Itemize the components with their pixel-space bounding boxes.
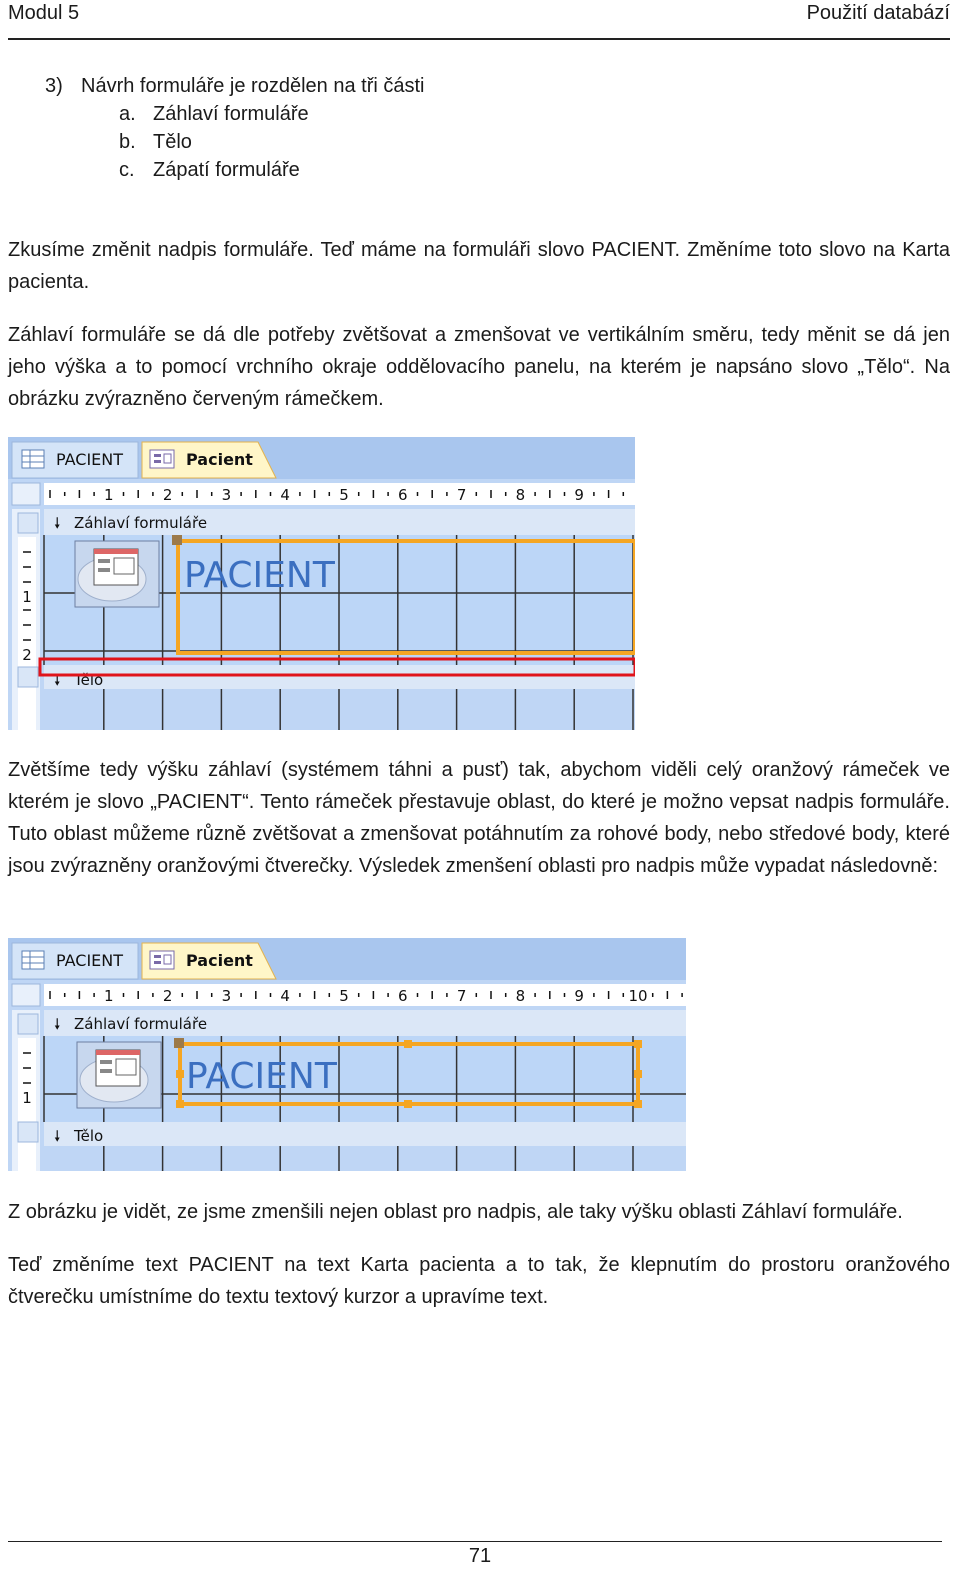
section-bar-header[interactable]: 🠗: [54, 514, 61, 532]
form-title-label[interactable]: PACIENT: [186, 1056, 337, 1097]
form-logo-icon: [77, 1042, 161, 1108]
ruler-label: 9: [574, 987, 584, 1005]
ruler-label: 6: [398, 987, 408, 1005]
ruler-label: 7: [456, 486, 467, 504]
page-number: 71: [468, 1545, 492, 1567]
list-item: b. Tělo: [119, 131, 192, 153]
form-parts-list: [45, 72, 424, 184]
ruler-label: 8: [515, 987, 526, 1005]
header-module: Modul 5: [8, 2, 80, 24]
section-body-label: Tělo: [74, 671, 104, 689]
paragraph-edit-text: Teď změníme text PACIENT na text Karta pacienta a to tak, že klepnutím do prostoru oranžového čtverečku umístníme do textu textový kurzor a upravíme text.: [8, 1254, 950, 1308]
header-rule: [8, 38, 950, 40]
vruler-label: 2: [22, 646, 32, 664]
section-header-label: Záhlaví formuláře: [74, 514, 208, 532]
ruler-label: 8: [515, 486, 526, 504]
screenshot-form-design-2: [8, 938, 686, 1171]
ruler-label: 9: [574, 486, 584, 504]
svg-text:🠗: 🠗: [54, 671, 61, 689]
svg-text:🠗: 🠗: [54, 1127, 61, 1145]
ruler-label: 2: [162, 486, 173, 504]
ruler-label: 3: [221, 486, 232, 504]
ruler-label: 5: [339, 987, 349, 1005]
vruler-label: 1: [22, 588, 32, 606]
ruler-label: 6: [398, 486, 408, 504]
paragraph-header-resize: Záhlaví formuláře se dá dle potřeby zvětšovat a zmenšovat ve vertikálním směru, tedy měnit se dá jen jeho výška a to pomocí vrchního okraje oddělovacího panelu, na kterém je napsáno slovo „Tělo“. Na obrázku zvýrazněno červeným rámečkem.: [8, 324, 950, 410]
section-body-label: Tělo: [74, 1127, 104, 1145]
list-item: a. Záhlaví formuláře: [119, 103, 309, 125]
ruler-label: 4: [280, 486, 290, 504]
list-item: c. Zápatí formuláře: [119, 159, 300, 181]
form-title-label[interactable]: PACIENT: [184, 555, 335, 596]
ruler-label: 3: [221, 987, 232, 1005]
form-icon: [150, 450, 174, 468]
tab-form-pacient[interactable]: Pacient: [186, 951, 253, 970]
screenshot-form-design-1: [8, 437, 635, 730]
ruler-label: 10: [628, 987, 648, 1005]
tab-table-pacient[interactable]: PACIENT: [56, 450, 124, 469]
ruler-label: 5: [339, 486, 349, 504]
footer-rule: [8, 1541, 942, 1542]
section-bar-header[interactable]: 🠗: [54, 1015, 61, 1033]
table-icon: [22, 450, 44, 468]
form-logo-icon: [75, 541, 159, 607]
tab-table-pacient[interactable]: PACIENT: [56, 951, 124, 970]
ruler-label: 1: [104, 987, 114, 1005]
section-header-label: Záhlaví formuláře: [74, 1015, 208, 1033]
header-title: Použití databází: [806, 2, 950, 24]
tab-form-pacient[interactable]: Pacient: [186, 450, 253, 469]
paragraph-result: Z obrázku je vidět, ze jsme zmenšili nejen oblast pro nadpis, ale taky výšku oblasti Záhlaví formuláře.: [8, 1201, 903, 1223]
paragraph-intro: Zkusíme změnit nadpis formuláře. Teď máme na formuláři slovo PACIENT. Změníme toto slovo na Karta pacienta.: [8, 239, 950, 293]
ruler-label: 1: [104, 486, 114, 504]
form-icon: [150, 951, 174, 969]
ruler-label: 7: [456, 987, 467, 1005]
list-item-main: 3) Návrh formuláře je rozdělen na tři části: [45, 75, 425, 97]
table-icon: [22, 951, 44, 969]
ruler-label: 2: [162, 987, 173, 1005]
ruler-label: 4: [280, 987, 290, 1005]
paragraph-enlarge: Zvětšíme tedy výšku záhlaví (systémem táhni a pusť) tak, abychom viděli celý oranžový rámeček ve kterém je slovo „PACIENT“. Tento rámeček přestavuje oblast, do které je možno vepsat nadpis formuláře. Tuto oblast můžeme různě zvětšovat a zmenšovat potáhnutím za rohové body, nebo středové body, které jsou zvýrazněny oranžovými čtverečky. Výsledek zmenšení oblasti pro nadpis může vypadat následovně:: [8, 759, 950, 877]
vruler-label: 1: [22, 1089, 32, 1107]
